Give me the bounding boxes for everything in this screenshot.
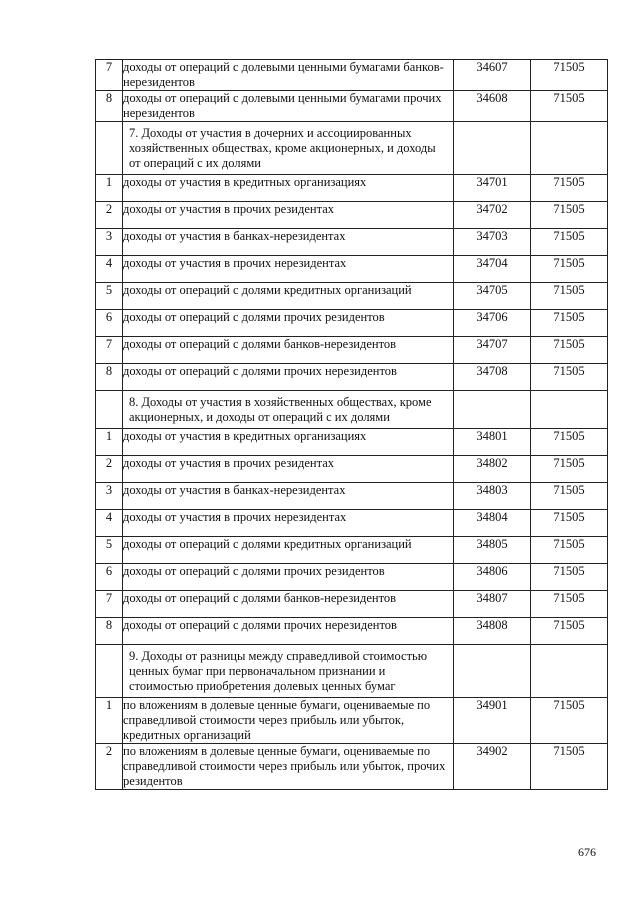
- row-number-cell: 1: [96, 698, 123, 744]
- description-cell: доходы от операций с долевыми ценными бумагами прочих нерезидентов: [123, 91, 454, 122]
- code-cell: 34804: [454, 510, 531, 537]
- code-cell: 34806: [454, 564, 531, 591]
- code-cell: 34607: [454, 60, 531, 91]
- code-cell: 34808: [454, 618, 531, 645]
- section-title-cell: 7. Доходы от участия в дочерних и ассоциированных хозяйственных обществах, кроме акционерных, и доходы от операций с их долями: [123, 122, 454, 175]
- table-row: [96, 364, 608, 391]
- account-cell: 71505: [531, 175, 608, 202]
- row-number-cell: 2: [96, 744, 123, 790]
- description-cell: доходы от операций с долями прочих нерезидентов: [123, 364, 454, 391]
- row-number-cell: 2: [96, 456, 123, 483]
- code-cell: 34702: [454, 202, 531, 229]
- account-cell: [531, 645, 608, 698]
- section-header-row: [96, 645, 608, 698]
- row-number-cell: 5: [96, 283, 123, 310]
- description-cell: доходы от участия в кредитных организациях: [123, 175, 454, 202]
- section-header-row: [96, 391, 608, 429]
- table-row: [96, 310, 608, 337]
- account-cell: 71505: [531, 483, 608, 510]
- row-number-cell: [96, 122, 123, 175]
- description-cell: доходы от операций с долями кредитных организаций: [123, 537, 454, 564]
- description-cell: доходы от участия в кредитных организациях: [123, 429, 454, 456]
- account-cell: 71505: [531, 510, 608, 537]
- account-cell: 71505: [531, 256, 608, 283]
- code-cell: 34608: [454, 91, 531, 122]
- code-cell: 34801: [454, 429, 531, 456]
- description-cell: по вложениям в долевые ценные бумаги, оцениваемые по справедливой стоимости через прибыль или убыток, кредитных организаций: [123, 698, 454, 744]
- account-cell: 71505: [531, 364, 608, 391]
- section-header-row: [96, 122, 608, 175]
- code-cell: 34805: [454, 537, 531, 564]
- table-row: [96, 337, 608, 364]
- account-cell: 71505: [531, 91, 608, 122]
- account-cell: 71505: [531, 537, 608, 564]
- row-number-cell: [96, 391, 123, 429]
- row-number-cell: 3: [96, 483, 123, 510]
- table-row: [96, 564, 608, 591]
- row-number-cell: 5: [96, 537, 123, 564]
- row-number-cell: 2: [96, 202, 123, 229]
- code-cell: 34701: [454, 175, 531, 202]
- row-number-cell: 7: [96, 591, 123, 618]
- table-row: [96, 202, 608, 229]
- table-row: [96, 256, 608, 283]
- code-cell: [454, 391, 531, 429]
- table-row: [96, 591, 608, 618]
- account-cell: 71505: [531, 744, 608, 790]
- account-cell: [531, 122, 608, 175]
- description-cell: по вложениям в долевые ценные бумаги, оцениваемые по справедливой стоимости через прибыль или убыток, прочих резидентов: [123, 744, 454, 790]
- code-cell: 34707: [454, 337, 531, 364]
- row-number-cell: 1: [96, 175, 123, 202]
- table-row: [96, 537, 608, 564]
- description-cell: доходы от участия в прочих резидентах: [123, 202, 454, 229]
- description-cell: доходы от операций с долями прочих резидентов: [123, 310, 454, 337]
- table-row: [96, 60, 608, 91]
- table-row: [96, 175, 608, 202]
- account-cell: 71505: [531, 618, 608, 645]
- code-cell: [454, 122, 531, 175]
- code-cell: 34705: [454, 283, 531, 310]
- account-cell: 71505: [531, 337, 608, 364]
- code-cell: 34803: [454, 483, 531, 510]
- account-cell: 71505: [531, 283, 608, 310]
- account-cell: 71505: [531, 60, 608, 91]
- account-cell: 71505: [531, 698, 608, 744]
- code-cell: [454, 645, 531, 698]
- row-number-cell: 6: [96, 310, 123, 337]
- code-cell: 34708: [454, 364, 531, 391]
- description-cell: доходы от операций с долями кредитных организаций: [123, 283, 454, 310]
- row-number-cell: 6: [96, 564, 123, 591]
- code-cell: 34807: [454, 591, 531, 618]
- row-number-cell: 3: [96, 229, 123, 256]
- row-number-cell: 1: [96, 429, 123, 456]
- row-number-cell: 4: [96, 256, 123, 283]
- page-number: 676: [578, 845, 596, 859]
- description-cell: доходы от операций с долями банков-нерезидентов: [123, 591, 454, 618]
- table-row: [96, 229, 608, 256]
- table-row: [96, 283, 608, 310]
- description-cell: доходы от операций с долевыми ценными бумагами банков-нерезидентов: [123, 60, 454, 91]
- row-number-cell: 7: [96, 337, 123, 364]
- code-cell: 34802: [454, 456, 531, 483]
- description-cell: доходы от операций с долями банков-нерезидентов: [123, 337, 454, 364]
- account-cell: 71505: [531, 429, 608, 456]
- row-number-cell: 4: [96, 510, 123, 537]
- account-cell: 71505: [531, 564, 608, 591]
- description-cell: доходы от участия в прочих нерезидентах: [123, 510, 454, 537]
- account-cell: [531, 391, 608, 429]
- account-cell: 71505: [531, 591, 608, 618]
- table-row: [96, 429, 608, 456]
- income-codes-table: [95, 59, 608, 790]
- description-cell: доходы от операций с долями прочих нерезидентов: [123, 618, 454, 645]
- table-row: [96, 698, 608, 744]
- row-number-cell: 8: [96, 91, 123, 122]
- section-title-cell: 8. Доходы от участия в хозяйственных обществах, кроме акционерных, и доходы от операций с их долями: [123, 391, 454, 429]
- table-body: [96, 60, 608, 790]
- description-cell: доходы от участия в банках-нерезидентах: [123, 229, 454, 256]
- description-cell: доходы от участия в прочих нерезидентах: [123, 256, 454, 283]
- code-cell: 34901: [454, 698, 531, 744]
- code-cell: 34902: [454, 744, 531, 790]
- table-row: [96, 618, 608, 645]
- description-cell: доходы от участия в банках-нерезидентах: [123, 483, 454, 510]
- row-number-cell: 8: [96, 618, 123, 645]
- account-cell: 71505: [531, 229, 608, 256]
- row-number-cell: [96, 645, 123, 698]
- code-cell: 34706: [454, 310, 531, 337]
- row-number-cell: 8: [96, 364, 123, 391]
- section-title-cell: 9. Доходы от разницы между справедливой стоимостью ценных бумаг при первоначальном признании и стоимостью приобретения долевых ценных бумаг: [123, 645, 454, 698]
- row-number-cell: 7: [96, 60, 123, 91]
- account-cell: 71505: [531, 456, 608, 483]
- table-row: [96, 744, 608, 790]
- description-cell: доходы от операций с долями прочих резидентов: [123, 564, 454, 591]
- table-row: [96, 456, 608, 483]
- account-cell: 71505: [531, 202, 608, 229]
- code-cell: 34703: [454, 229, 531, 256]
- table-row: [96, 483, 608, 510]
- account-cell: 71505: [531, 310, 608, 337]
- description-cell: доходы от участия в прочих резидентах: [123, 456, 454, 483]
- table-row: [96, 510, 608, 537]
- code-cell: 34704: [454, 256, 531, 283]
- table-row: [96, 91, 608, 122]
